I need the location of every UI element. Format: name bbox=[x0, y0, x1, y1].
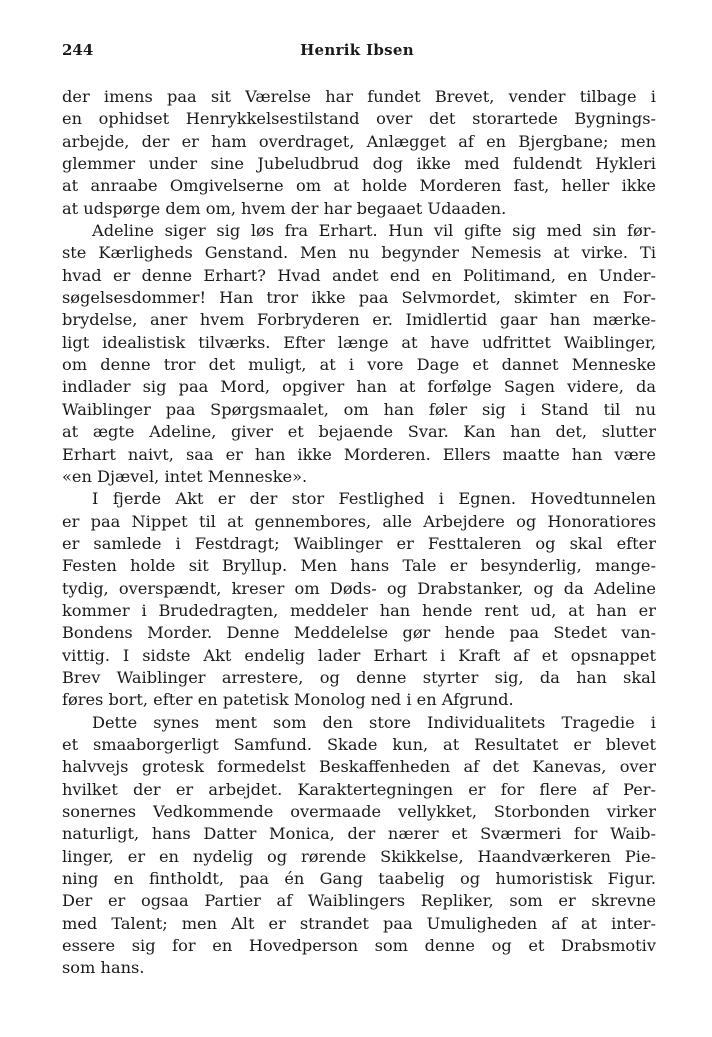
text-line: naturligt, hans Datter Monica, der nærer et Sværmeri for Waib- bbox=[62, 824, 656, 844]
text-line: at udspørge dem om, hvem der har begaaet Udaaden. bbox=[62, 198, 507, 218]
paragraph bbox=[62, 712, 656, 980]
paragraph bbox=[62, 86, 656, 220]
text-line: hvilket der er arbejdet. Karaktertegningen er for flere af Per- bbox=[62, 779, 656, 799]
text-line: Festen holde sit Bryllup. Men hans Tale er besynderlig, mange- bbox=[62, 556, 656, 576]
text-line: sonernes Vedkommende overmaade vellykket, Storbonden virker bbox=[62, 802, 656, 821]
text-line: med Talent; men Alt er strandet paa Umuligheden af at inter- bbox=[62, 913, 656, 933]
text-line: søgelsesdommer! Han tror ikke paa Selvmordet, skimter en For- bbox=[62, 288, 656, 308]
running-head: Henrik Ibsen bbox=[300, 41, 414, 59]
text-line: halvvejs grotesk formedelst Beskaffenheden af det Kanevas, over bbox=[62, 757, 656, 777]
text-line: tydig, overspændt, kreser om Døds- og Drabstanker, og da Adeline bbox=[62, 578, 656, 598]
text-line: et smaaborgerligt Samfund. Skade kun, at Resultatet er blevet bbox=[62, 734, 656, 754]
paragraph bbox=[62, 488, 656, 711]
paragraph bbox=[62, 220, 656, 488]
text-line: arbejde, der er ham overdraget, Anlægget af en Bjergbane; men bbox=[62, 131, 656, 151]
text-line: ning en fintholdt, paa én Gang taabelig og humoristisk Figur. bbox=[62, 869, 656, 889]
text-line: ste Kærligheds Genstand. Men nu begynder Nemesis at virke. Ti bbox=[62, 243, 656, 263]
text-line: indlader sig paa Mord, opgiver han at forfølge Sagen videre, da bbox=[62, 377, 656, 397]
text-line: Adeline siger sig løs fra Erhart. Hun vil gifte sig med sin før- bbox=[92, 221, 656, 241]
text-line: kommer i Brudedragten, meddeler han hende rent ud, at han er bbox=[62, 600, 656, 620]
text-line: er paa Nippet til at gennembores, alle Arbejdere og Honoratiores bbox=[62, 511, 656, 531]
text-line: ligt idealistisk tilværks. Efter længe at have udfrittet Waiblinger, bbox=[62, 332, 656, 352]
page-header bbox=[62, 38, 652, 62]
page-number: 244 bbox=[62, 41, 94, 59]
text-line: Waiblinger paa Spørgsmaalet, om han føler sig i Stand til nu bbox=[62, 399, 656, 419]
text-line: en ophidset Henrykkelsestilstand over det storartede Bygnings- bbox=[62, 109, 656, 129]
text-line: essere sig for en Hovedperson som denne og et Drabsmotiv bbox=[62, 936, 656, 956]
text-line: vittig. I sidste Akt endelig lader Erhart i Kraft af et opsnappet bbox=[62, 645, 656, 665]
text-line: glemmer under sine Jubeludbrud dog ikke med fuldendt Hykleri bbox=[62, 154, 656, 174]
text-line: om denne tror det muligt, at i vore Dage et dannet Menneske bbox=[62, 355, 656, 375]
text-line: at ægte Adeline, giver et bejaende Svar. Kan han det, slutter bbox=[62, 422, 656, 442]
text-line: brydelse, aner hvem Forbryderen er. Imidlertid gaar han mærke- bbox=[62, 310, 656, 330]
body-text bbox=[62, 86, 656, 980]
text-line: føres bort, efter en patetisk Monolog ned i en Afgrund. bbox=[62, 690, 514, 710]
text-line: «en Djævel, intet Menneske». bbox=[62, 466, 308, 486]
text-line: er samlede i Festdragt; Waiblinger er Festtaleren og skal efter bbox=[62, 533, 656, 553]
text-line: Brev Waiblinger arrestere, og denne styrter sig, da han skal bbox=[62, 667, 656, 687]
text-line: Dette synes ment som den store Individualitets Tragedie i bbox=[92, 712, 656, 732]
text-line: Erhart naivt, saa er han ikke Morderen. Ellers maatte han være bbox=[62, 444, 656, 464]
text-line: at anraabe Omgivelserne om at holde Morderen fast, heller ikke bbox=[62, 176, 656, 196]
text-line: linger, er en nydelig og rørende Skikkelse, Haandværkeren Pie- bbox=[62, 846, 656, 866]
text-line: Der er ogsaa Partier af Waiblingers Repliker, som er skrevne bbox=[62, 891, 656, 911]
text-line: der imens paa sit Værelse har fundet Brevet, vender tilbage i bbox=[62, 87, 656, 106]
text-line: I fjerde Akt er der stor Festlighed i Egnen. Hovedtunnelen bbox=[92, 489, 656, 509]
text-line: Bondens Morder. Denne Meddelelse gør hende paa Stedet van- bbox=[62, 623, 656, 643]
text-line: hvad er denne Erhart? Hvad andet end en Politimand, en Under- bbox=[62, 265, 656, 285]
text-line: som hans. bbox=[62, 958, 145, 978]
